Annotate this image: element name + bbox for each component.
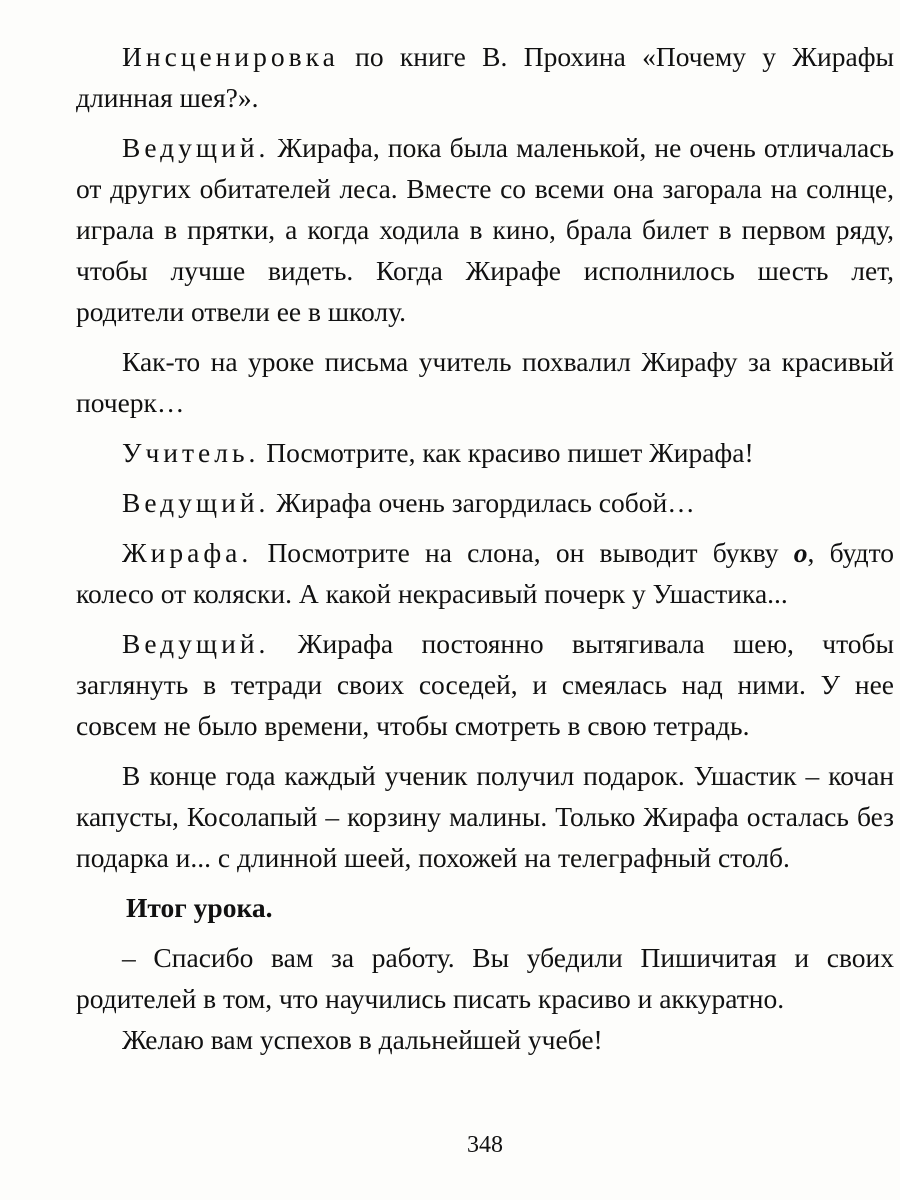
speaker-label: Ведущий. (122, 487, 270, 518)
paragraph (76, 36, 894, 118)
speaker-label: Ведущий. (122, 628, 270, 659)
paragraph (76, 623, 894, 746)
paragraph-text: В конце года каждый ученик получил подарок. Ушастик – кочан капусты, Косолапый – корзину малины. Только Жирафа осталась без подарка и... с длинной шеей, похожей на телеграфный столб. (76, 760, 894, 873)
document-body (76, 36, 894, 1069)
paragraph-text: Посмотрите, как красиво пишет Жирафа! (259, 437, 754, 468)
paragraph-text: Жирафа, пока была маленькой, не очень отличалась от других обитателей леса. Вместе со всеми она загорала на солнце, играла в прятки, а когда ходила в кино, брала билет в первом ряду, чтобы лучше видеть. Когда Жирафе исполнилось шесть лет, родители отвели ее в школу. (76, 132, 894, 327)
paragraph-text: Жирафа постоянно вытягивала шею, чтобы заглянуть в тетради своих соседей, и смеялась над ними. У нее совсем не было времени, чтобы смотреть в свою тетрадь. (76, 628, 894, 741)
paragraph-text: Посмотрите на слона, он выводит букву (252, 537, 794, 568)
section-heading: Итог урока. (126, 892, 273, 923)
paragraph (76, 432, 894, 473)
paragraph (76, 532, 894, 614)
paragraph: Желаю вам успехов в дальнейшей учебе! (122, 1024, 603, 1055)
paragraph (76, 755, 894, 878)
paragraph-text: по книге В. Прохина «Почему у Жирафы длинная шея?». (76, 41, 894, 113)
paragraph-text: Жирафа очень загордилась собой… (269, 487, 695, 518)
paragraph (76, 341, 894, 423)
page-number: 348 (467, 1132, 503, 1158)
paragraph-text: Как-то на уроке письма учитель похвалил Жирафу за красивый почерк… (76, 346, 894, 418)
speaker-label: Ведущий. (122, 132, 270, 163)
speaker-label: Жирафа. (122, 537, 253, 568)
paragraph-text: , будто колесо от коляски. А какой некрасивый почерк у Ушастика... (76, 537, 895, 609)
speaker-label: Инсценировка (122, 41, 339, 72)
emphasized-letter: о (793, 537, 808, 568)
speaker-label: Учитель. (122, 437, 260, 468)
paragraph: – Спасибо вам за работу. Вы убедили Пишичитая и своих родителей в том, что научились писать красиво и аккуратно. (76, 942, 894, 1014)
paragraph (76, 127, 894, 332)
paragraph (76, 482, 894, 523)
